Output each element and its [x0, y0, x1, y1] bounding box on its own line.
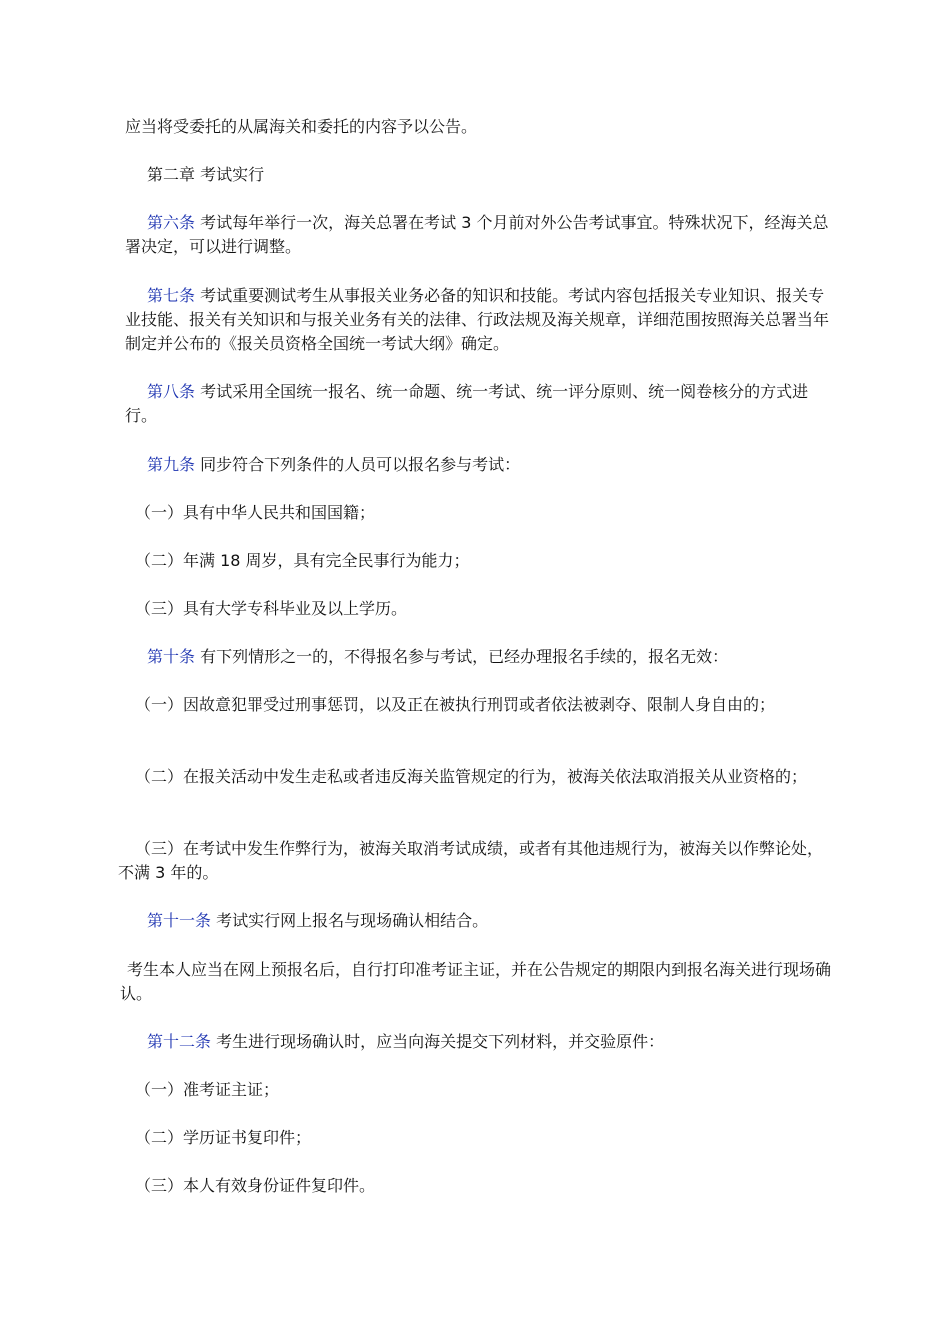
article-10 — [125, 645, 837, 669]
article-8-text: 考试采用全国统一报名、统一命题、统一考试、统一评分原则、统一阅卷核分的方式进行。 — [125, 382, 809, 425]
article-10-item-1 — [135, 693, 847, 717]
article-11 — [125, 909, 837, 933]
article-9-item-2 — [135, 549, 847, 573]
article-12 — [125, 1030, 837, 1054]
paragraph-text: 应当将受委托的从属海关和委托的内容予以公告。 — [125, 117, 478, 136]
list-item-text: （二）年满 18 周岁，具有完全民事行为能力； — [135, 551, 470, 570]
article-11-detail — [120, 958, 838, 1006]
list-item-text: （一）具有中华人民共和国国籍； — [135, 503, 376, 522]
article-12-text: 考生进行现场确认时，应当向海关提交下列材料，并交验原件： — [211, 1032, 665, 1051]
list-item-text: （三）在考试中发生作弊行为，被海关取消考试成绩，或者有其他违规行为，被海关以作弊论处，不满 3 年的。 — [118, 839, 824, 882]
article-10-item-3 — [118, 837, 838, 885]
article-9-label[interactable]: 第九条 — [147, 455, 196, 474]
article-11-label[interactable]: 第十一条 — [147, 911, 212, 930]
paragraph-1 — [125, 115, 837, 139]
article-7-text: 考试重要测试考生从事报关业务必备的知识和技能。考试内容包括报关专业知识、报关专业技能、报关有关知识和与报关业务有关的法律、行政法规及海关规章，详细范围按照海关总署当年制定并公布的《报关员资格全国统一考试大纲》确定。 — [125, 286, 830, 353]
article-12-item-2 — [135, 1126, 847, 1150]
chapter-heading-text: 第二章 考试实行 — [147, 165, 265, 184]
article-8 — [125, 380, 837, 428]
article-9-text: 同步符合下列条件的人员可以报名参与考试： — [195, 455, 521, 474]
article-12-item-1 — [135, 1078, 847, 1102]
list-item-text: （三）本人有效身份证件复印件。 — [135, 1176, 376, 1195]
article-9 — [125, 453, 837, 477]
paragraph-text: 考生本人应当在网上预报名后，自行打印准考证主证，并在公告规定的期限内到报名海关进行现场确认。 — [120, 960, 832, 1003]
article-10-text: 有下列情形之一的，不得报名参与考试，已经办理报名手续的，报名无效： — [195, 647, 729, 666]
chapter-heading — [125, 163, 837, 187]
list-item-text: （一）因故意犯罪受过刑事惩罚，以及正在被执行刑罚或者依法被剥夺、限制人身自由的； — [135, 695, 776, 714]
article-9-item-1 — [135, 501, 847, 525]
article-10-item-2 — [118, 765, 838, 789]
list-item-text: （一）准考证主证； — [135, 1080, 280, 1099]
article-12-label[interactable]: 第十二条 — [147, 1032, 212, 1051]
list-item-text: （二）在报关活动中发生走私或者违反海关监管规定的行为，被海关依法取消报关从业资格的； — [135, 767, 808, 786]
list-item-text: （二）学历证书复印件； — [135, 1128, 312, 1147]
article-6-text: 考试每年举行一次，海关总署在考试 3 个月前对外公告考试事宜。特殊状况下，经海关总署决定，可以进行调整。 — [125, 213, 829, 256]
article-7-label[interactable]: 第七条 — [147, 286, 196, 305]
list-item-text: （三）具有大学专科毕业及以上学历。 — [135, 599, 408, 618]
article-12-item-3 — [135, 1174, 847, 1198]
article-10-label[interactable]: 第十条 — [147, 647, 196, 666]
article-6-label[interactable]: 第六条 — [147, 213, 196, 232]
article-9-item-3 — [135, 597, 847, 621]
article-11-text: 考试实行网上报名与现场确认相结合。 — [211, 911, 489, 930]
article-6 — [125, 211, 837, 259]
article-8-label[interactable]: 第八条 — [147, 382, 196, 401]
article-7 — [125, 284, 837, 356]
